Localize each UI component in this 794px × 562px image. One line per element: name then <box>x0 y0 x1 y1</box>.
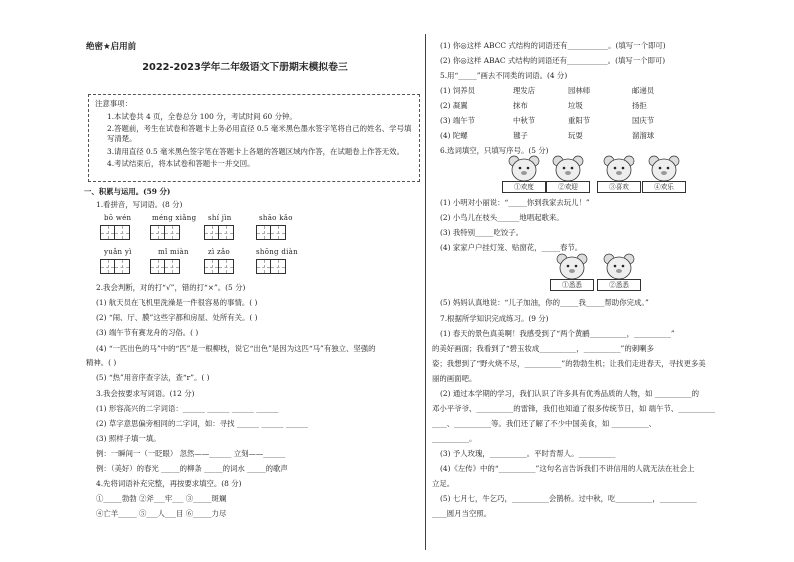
q3-prompt: 3.我会按要求写词语。(12 分) <box>96 389 195 398</box>
exam-title: 2022-2023学年二年级语文下册期末模拟卷三 <box>142 62 348 73</box>
q4-prompt: 4.先将词语补充完整，再按要求填空。(8 分) <box>96 479 242 488</box>
sheep-label: ②悉悉 <box>597 279 641 291</box>
q5-word: (4) 陀螺 <box>440 131 468 140</box>
sheep-card <box>597 154 641 194</box>
confidential-label: 绝密★启用前 <box>86 42 137 52</box>
q5-word: 国庆节 <box>632 116 655 125</box>
q7-line: 的美好画面；我看到了“碧玉妆成__________，__________”的刺喇多 <box>432 344 654 353</box>
q5-word: 邮递员 <box>632 86 655 95</box>
sheep-card <box>502 154 546 194</box>
q2-item: (3) 端午节有赛龙舟的习俗。( ) <box>96 328 199 337</box>
writing-grid[interactable] <box>204 225 234 240</box>
pinyin: shōng diàn <box>256 248 298 256</box>
q2-item: (2) “闹、厅、膜”这些字都和房屋、处所有关。( ) <box>96 313 258 322</box>
writing-grid[interactable] <box>204 259 234 274</box>
q6-item: (4) 家家户户挂灯笼、贴窗花，_____春节。 <box>440 243 583 252</box>
column-divider <box>425 34 426 550</box>
q3-example: 例：（美好）的春光 _____的柳条 _____的词水 _____的歌声 <box>96 464 288 473</box>
q5-word: 毽子 <box>513 131 528 140</box>
pinyin: mǐ miàn <box>158 248 189 256</box>
q2-item: (5) “热”用音序查字法，查“r”。( ) <box>96 373 210 382</box>
pinyin: méng xiǎng <box>152 214 197 222</box>
left-column <box>80 0 420 562</box>
q7-line: (3) 予人玫瑰，__________。平时肯帮人。__________ <box>440 449 616 458</box>
q3-item: (1) 形容高兴的二字词语：______ ______ ______ ______ <box>96 404 279 413</box>
q5-word: 重阳节 <box>568 116 591 125</box>
q7-prompt: 7.根据所学知识完成练习。(9 分) <box>440 314 549 323</box>
q5-word: 玩耍 <box>568 131 583 140</box>
q7-line: 立足。 <box>432 479 455 488</box>
q6-item: (1) 小明对小丽说：“_____你到我家去玩儿！” <box>440 198 590 207</box>
sheep-card <box>597 252 641 292</box>
q4-row: ①_____勃勃 ②斧___牢___ ③_____斑斓 <box>96 494 227 503</box>
right-column <box>432 0 762 562</box>
q7-line: __________。 <box>432 434 477 443</box>
r-item: (1) 你◎这样 ABCC 式结构的词语还有___________。(填写一个即可) <box>440 41 666 50</box>
notice-item: 4.考试结束后，将本试卷和答题卡一并交回。 <box>107 159 255 169</box>
q7-line: 丽的画面吧。 <box>432 374 477 383</box>
q2-item: (1) 航天员在飞机里洗澡是一件很容易的事情。( ) <box>96 298 258 307</box>
q6-item: (5) 妈妈认真地说：“儿子加油，你的_____我_____帮助你完成。” <box>440 298 649 307</box>
q5-word: 中秋节 <box>513 116 536 125</box>
q7-line: ____、__________等。我们还了解了不少中国美食，如 __________、 <box>432 419 657 428</box>
sheep-label: ①悉悉 <box>550 279 594 291</box>
sheep-card <box>546 154 590 194</box>
sheep-label: ①欢度 <box>502 181 546 193</box>
q5-word: (3) 端午节 <box>440 116 475 125</box>
sheep-card <box>642 154 686 194</box>
notice-item: 2.答题前，考生在试卷和答题卡上务必用直径 0.5 毫米黑色墨水签字笔将自己的姓名、学号填写清楚。 <box>107 124 412 143</box>
notice-box <box>88 94 420 182</box>
sheep-card <box>550 252 594 292</box>
notice-item: 3.请用直径 0.5 毫米黑色签字笔在答题卡上各题的答题区域内作答，在试题卷上作答无效。 <box>107 146 404 156</box>
q5-word: 扬拒 <box>632 101 647 110</box>
section-1-heading: 一、积累与运用。(59 分) <box>84 187 171 196</box>
q2-prompt: 2.我会判断，对的打“√”，错的打“×”。(5 分) <box>96 283 246 292</box>
sheep-icon <box>550 252 594 282</box>
sheep-label: ④欢乐 <box>642 181 686 193</box>
q5-prompt: 5.用“_____”画去不同类的词语。(4 分) <box>440 71 568 80</box>
q7-line: (5) 七月七，牛乞巧，__________会鹊桥。过中秋，吃__________，__________ <box>440 494 697 503</box>
sheep-icon <box>597 154 641 184</box>
sheep-label: ③喜欢 <box>597 181 641 193</box>
sheep-icon <box>597 252 641 282</box>
q7-line: ____圆月当空照。 <box>432 509 492 518</box>
q5-word: 园林师 <box>568 86 591 95</box>
q3-item: (2) 草字意思偏旁相同的二字词，如：寻找 ______ ______ ______ <box>96 419 309 428</box>
q7-line: (1) 春天的景色真美啊！我感受到了“两个黄鹂__________，__________” <box>440 329 675 338</box>
q6-item: (2) 小鸟儿在枝头______地唱起歌来。 <box>440 213 564 222</box>
writing-grid[interactable] <box>256 259 286 274</box>
q5-word: 理发店 <box>513 86 536 95</box>
pinyin: shí jìn <box>208 214 232 222</box>
q5-word: 溜溜球 <box>632 131 655 140</box>
q3-example: 例：一瞬间一（一眨眼） 忽然——______ 立刻——______ <box>96 449 286 458</box>
writing-grid[interactable] <box>100 259 130 274</box>
q5-word: (2) 凝翼 <box>440 101 468 110</box>
pinyin: zì zǎo <box>208 248 231 256</box>
pinyin: yuǎn yì <box>104 248 132 256</box>
q2-item: (4) “一匹出色的马”中的“匹”是一根柳枝，说它“出色”是因为这匹“马”有独立、坚强的 <box>96 344 376 353</box>
sheep-icon <box>546 154 590 184</box>
sheep-icon <box>642 154 686 184</box>
q2-item-cont: 精神。( ) <box>86 358 117 367</box>
q5-word: 抹布 <box>513 101 528 110</box>
q5-word: (1) 饲养员 <box>440 86 475 95</box>
notice-item: 1.本试卷共 4 页，全卷总分 100 分，考试时间 60 分钟。 <box>107 111 297 121</box>
q6-prompt: 6.选词填空，只填写序号。(5 分) <box>440 146 549 155</box>
notice-heading: 注意事项： <box>95 99 132 108</box>
q5-word: 垃圾 <box>568 101 583 110</box>
q1-prompt: 1.看拼音，写词语。(8 分) <box>96 200 183 209</box>
sheep-icon <box>502 154 546 184</box>
q6-item: (3) 我特别_____吃饺子。 <box>440 228 524 237</box>
q7-line: 姿；我想到了“野火烧不尽，__________”的勃勃生机；让我们走进春天，寻找更多美 <box>432 359 706 368</box>
sheep-label: ②欢迎 <box>546 181 590 193</box>
writing-grid[interactable] <box>256 225 286 240</box>
q4-row: ④亡羊_____ ⑤___人___目 ⑥_____力尽 <box>96 509 227 518</box>
pinyin: bō wén <box>104 214 132 222</box>
q7-line: (2) 通过本学期的学习，我们认识了许多具有优秀品质的人物，如 __________的 <box>440 389 700 398</box>
writing-grid[interactable] <box>150 259 180 274</box>
writing-grid[interactable] <box>150 225 180 240</box>
writing-grid[interactable] <box>100 225 130 240</box>
r-item: (2) 你◎这样 ABAC 式结构的词语还有___________。(填写一个即可) <box>440 56 666 65</box>
q3-item: (3) 照样子填一填。 <box>96 434 161 443</box>
q7-line: (4)《左传》中的“__________”这句名言告诉我们不讲信用的人就无法在社会上 <box>440 464 695 473</box>
pinyin: shāo kǎo <box>259 214 293 222</box>
q7-line: 邓小平爷爷、__________的雷锋，我们也知道了很多传统节日，如 端午节、__________ <box>432 404 716 413</box>
